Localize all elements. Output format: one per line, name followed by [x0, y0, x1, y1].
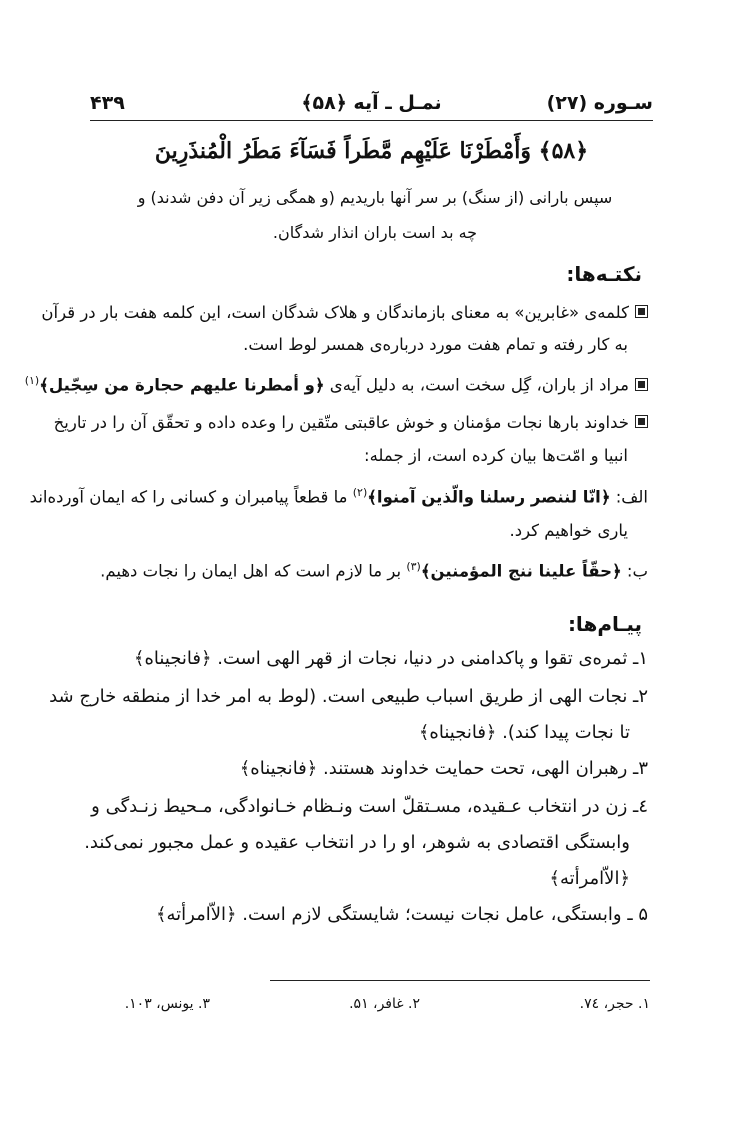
note-3-cont: انبیا و امّت‌ها بیان کرده است، از جمله:: [364, 446, 628, 465]
message-2: ۲ـ نجات الهی از طریق اسباب طبیعی است. (لوط به امر خدا از منطقه خارج شد: [49, 686, 648, 707]
message-4-cont: وابستگی اقتصادی به شوهر، او را در انتخاب عقیده و عمل مجبور نمی‌کند.: [84, 832, 630, 853]
square-bullet-icon: [635, 378, 648, 391]
note-3-a-cont: یاری خواهیم کرد.: [509, 521, 628, 540]
page-header: [90, 86, 653, 121]
message-4-quote: ﴿الاّامرأته﴾: [549, 868, 630, 889]
message-5: ۵ ـ وابستگی، عامل نجات نیست؛ شایستگی لازم است. ﴿الاّامرأته﴾: [155, 904, 648, 925]
page-number: ۴۳۹: [90, 92, 125, 114]
notes-heading: نکتـه‌ها:: [566, 262, 642, 286]
note-1-cont: به کار رفته و تمام هفت مورد درباره‌ی همسر لوط است.: [243, 335, 628, 354]
square-bullet-icon: [635, 415, 648, 428]
note-3-a: الف: ﴿انّا لننصر رسلنا والّذین آمنوا﴾$^{(۲)}$ ما قطعاً پیامبران و کسانی را که ایمان آورده‌اند: [29, 486, 648, 507]
note-3-b: ب: ﴿حقّاً علینا ننج المؤمنین﴾$^{(۳)}$ بر ما لازم است که اهل ایمان را نجات دهیم.: [100, 560, 648, 581]
quran-verse: ﴿۵۸﴾ وَأَمْطَرْنَا عَلَيْهِم مَّطَراً فَسَآءَ مَطَرُ الْمُنذَرِينَ: [154, 138, 589, 164]
verse-translation: [120, 180, 630, 250]
note-2: مراد از باران، گِل سخت است، به دلیل آیه‌ی ﴿و أمطرنا علیهم حجارة من سِجّیل﴾$^{(۱)}$: [68, 366, 648, 401]
message-1: ۱ـ ثمره‌ی تقوا و پاکدامنی در دنیا، نجات از قهر الهی است. ﴿فانجیناه﴾: [133, 648, 648, 669]
footnote-ref: (۲): [352, 486, 368, 499]
translation-line: چه بد است باران انذار شدگان.: [272, 223, 478, 242]
footnote-ref: (۳): [406, 560, 421, 573]
message-4: ٤ـ زن در انتخاب عـقیده، مسـتقلّ است ونـظام خـانوادگی، مـحیط زنـدگی و: [91, 796, 648, 817]
surah-label: سـوره (۲۷): [546, 92, 653, 114]
note-1: کلمه‌ی «غابرین» به معنای بازماندگان و هلاک شدگان است، این کلمه هفت بار در قرآن: [68, 298, 648, 328]
footnote-2: ۲. غافر، ۵۱.: [349, 996, 420, 1012]
quran-quote: ﴿حقّاً علینا ننج المؤمنین﴾: [420, 561, 622, 581]
note-3: خداوند بارها نجات مؤمنان و خوش عاقبتی متّقین را وعده داده و تحقّق آن را در تاریخ: [68, 408, 648, 438]
verse-title: نمـل ـ آیه ﴿۵۸﴾: [301, 92, 442, 114]
messages-heading: پیـام‌ها:: [567, 612, 642, 636]
message-2-cont: تا نجات پیدا کند). ﴿فانجیناه﴾: [418, 722, 630, 743]
translation-line: سپس بارانی (از سنگ) بر سر آنها باریدیم (و همگی زیر آن دفن شدند) و: [137, 188, 613, 207]
footnote-divider: [270, 980, 650, 981]
square-bullet-icon: [635, 305, 648, 318]
footnote-ref: (۱): [24, 374, 40, 387]
footnote-1: ۱. حجر، ۷٤.: [579, 996, 650, 1012]
message-3: ۳ـ رهبران الهی، تحت حمایت خداوند هستند. ﴿فانجیناه﴾: [239, 758, 648, 779]
quran-quote: ﴿و أمطرنا علیهم حجارة من سِجّیل﴾: [39, 375, 325, 395]
quran-quote: ﴿انّا لننصر رسلنا والّذین آمنوا﴾: [367, 487, 611, 507]
footnote-3: ۳. یونس، ۱۰۳.: [124, 996, 210, 1012]
